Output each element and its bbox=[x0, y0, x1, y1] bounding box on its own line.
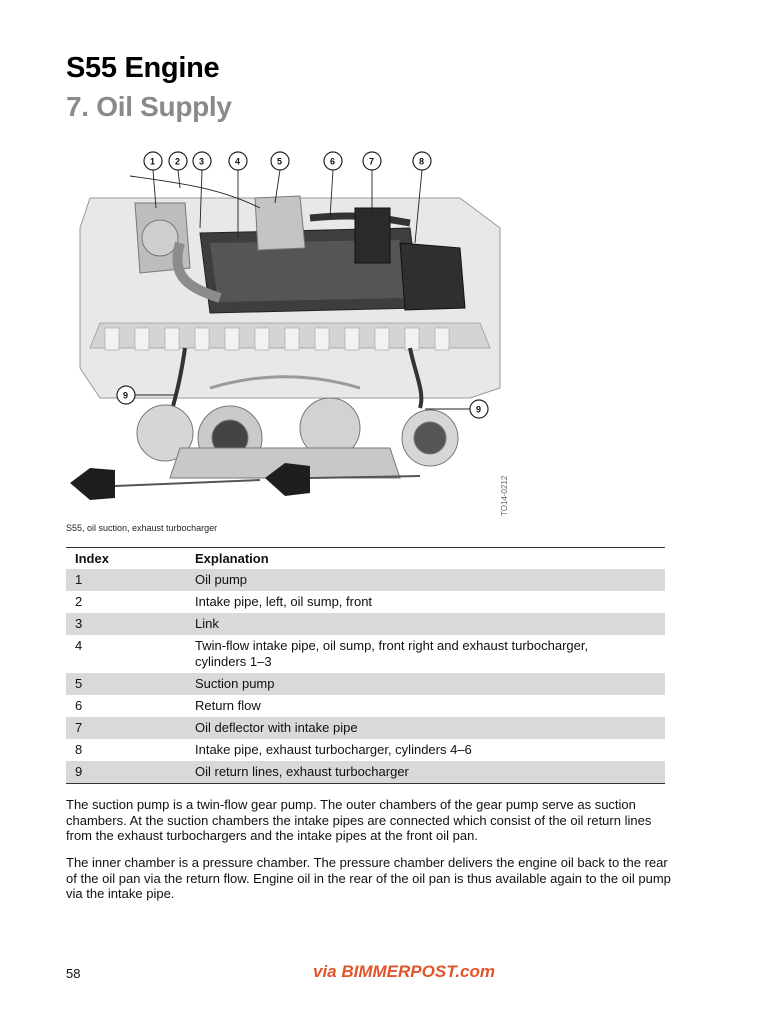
svg-text:9: 9 bbox=[123, 390, 129, 401]
figure-caption: S55, oil suction, exhaust turbocharger bbox=[66, 523, 218, 533]
svg-text:7: 7 bbox=[369, 156, 375, 167]
callout-2 bbox=[169, 152, 187, 170]
svg-text:1: 1 bbox=[150, 156, 156, 167]
table-row bbox=[66, 569, 665, 591]
row-explanation: Intake pipe, left, oil sump, front bbox=[195, 594, 373, 609]
row-index: 3 bbox=[75, 616, 83, 631]
callout-1 bbox=[144, 152, 162, 170]
body-paragraph-2: The inner chamber is a pressure chamber. The pressure chamber delivers the engine oil back to the rear of the oil pan via the return flow. Engine oil in the rear of the oil pan is thus available again to the oil pump via the intake pipe. bbox=[66, 855, 671, 901]
figure-code: TO14-0212 bbox=[500, 475, 509, 516]
row-explanation: Link bbox=[195, 616, 219, 631]
callout-4 bbox=[229, 152, 247, 170]
callout-3 bbox=[193, 152, 211, 170]
row-index: 5 bbox=[75, 676, 83, 691]
svg-text:8: 8 bbox=[419, 156, 425, 167]
row-explanation: Oil deflector with intake pipe bbox=[195, 720, 358, 735]
body-paragraph-1: The suction pump is a twin-flow gear pump. The outer chambers of the gear pump serve as suction chambers. At the suction chambers the intake pipes are connected which consist of the oil return lines from the exhaust turbochargers and the intake pipes at the front oil pan. bbox=[66, 797, 652, 843]
table-row bbox=[66, 695, 665, 717]
row-index: 4 bbox=[75, 638, 83, 653]
page-title: S55 Engine bbox=[66, 52, 220, 84]
svg-text:6: 6 bbox=[330, 156, 336, 167]
table-row bbox=[66, 591, 665, 613]
page-number: 58 bbox=[66, 966, 81, 981]
table-row bbox=[66, 673, 665, 695]
svg-text:5: 5 bbox=[277, 156, 283, 167]
row-index: 2 bbox=[75, 594, 83, 609]
header-explanation: Explanation bbox=[195, 551, 269, 566]
svg-text:2: 2 bbox=[175, 156, 181, 167]
callout-9-right bbox=[470, 400, 488, 418]
header-index: Index bbox=[75, 551, 109, 566]
row-explanation: Return flow bbox=[195, 698, 261, 713]
row-index: 9 bbox=[75, 764, 83, 779]
row-explanation: Oil pump bbox=[195, 572, 248, 587]
row-index: 1 bbox=[75, 572, 83, 587]
row-explanation: Intake pipe, exhaust turbocharger, cylinders 4–6 bbox=[195, 742, 472, 757]
table-row bbox=[66, 739, 665, 761]
table-row bbox=[66, 761, 665, 783]
row-index: 7 bbox=[75, 720, 83, 735]
row-explanation: Oil return lines, exhaust turbocharger bbox=[195, 764, 409, 779]
svg-text:4: 4 bbox=[235, 156, 241, 167]
index-table bbox=[66, 547, 665, 784]
callout-9-left bbox=[117, 386, 135, 404]
svg-text:3: 3 bbox=[199, 156, 205, 167]
row-index: 8 bbox=[75, 742, 83, 757]
svg-text:9: 9 bbox=[476, 404, 482, 415]
table-row bbox=[66, 635, 665, 673]
row-index: 6 bbox=[75, 698, 83, 713]
section-title: 7. Oil Supply bbox=[66, 91, 232, 122]
table-header bbox=[66, 548, 665, 569]
watermark: via BIMMERPOST.com bbox=[313, 962, 495, 981]
callout-8 bbox=[413, 152, 431, 170]
callout-7 bbox=[363, 152, 381, 170]
table-row bbox=[66, 613, 665, 635]
row-explanation: Suction pump bbox=[195, 676, 275, 691]
callout-5 bbox=[271, 152, 289, 170]
row-explanation: Twin-flow intake pipe, oil sump, front right and exhaust turbocharger, cylinders 1–3 bbox=[195, 638, 589, 669]
engine-illustration bbox=[60, 148, 520, 520]
table-row bbox=[66, 717, 665, 739]
callout-6 bbox=[324, 152, 342, 170]
